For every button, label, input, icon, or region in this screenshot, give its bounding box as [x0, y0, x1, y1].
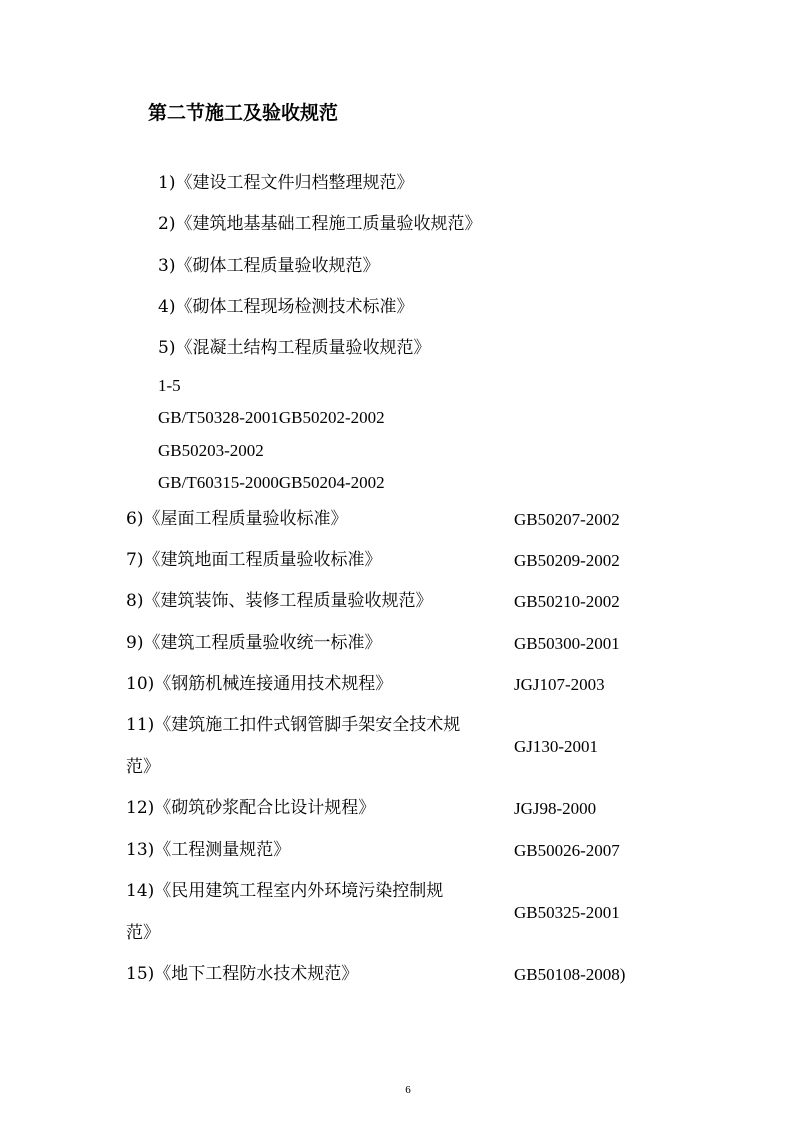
standard-code: GB50207-2002 — [514, 510, 620, 529]
standard-code: JGJ107-2003 — [514, 675, 605, 694]
standard-code: GJ130-2001 — [514, 737, 599, 756]
standard-title: 14)《民用建筑工程室内外环境污染控制规 — [126, 881, 444, 901]
standard-title-continued: 范》 — [126, 923, 160, 943]
standard-title: 7)《建筑地面工程质量验收标准》 — [126, 550, 382, 570]
standard-title: 8)《建筑装饰、装修工程质量验收规范》 — [126, 591, 433, 611]
standard-title: 11)《建筑施工扣件式钢管脚手架安全技术规 — [126, 715, 461, 735]
standard-code: GB50325-2001 — [514, 903, 620, 922]
intro-item: 1)《建设工程文件归档整理规范》 — [158, 173, 414, 193]
standard-title: 6)《屋面工程质量验收标准》 — [126, 509, 348, 529]
codes-line: GB50203-2002 — [158, 441, 264, 460]
intro-item: 2)《建筑地基基础工程施工质量验收规范》 — [158, 214, 482, 234]
codes-line: GB/T60315-2000GB50204-2002 — [158, 473, 385, 492]
standard-code: JGJ98-2000 — [514, 799, 597, 818]
standard-code: GB50300-2001 — [514, 634, 620, 653]
standard-title: 13)《工程测量规范》 — [126, 840, 291, 860]
page-number: 6 — [405, 1084, 411, 1096]
standard-title: 12)《砌筑砂浆配合比设计规程》 — [126, 798, 376, 818]
codes-line: 1-5 — [158, 376, 181, 395]
intro-item: 5)《混凝土结构工程质量验收规范》 — [158, 338, 431, 358]
standard-title-continued: 范》 — [126, 757, 160, 777]
standard-title: 9)《建筑工程质量验收统一标准》 — [126, 633, 382, 653]
standard-code: GB50210-2002 — [514, 592, 620, 611]
standard-code: GB50026-2007 — [514, 841, 620, 860]
intro-item: 3)《砌体工程质量验收规范》 — [158, 256, 380, 276]
section-title: 第二节施工及验收规范 — [148, 102, 339, 124]
standard-code: GB50209-2002 — [514, 551, 620, 570]
standard-code: GB50108-2008) — [514, 965, 626, 984]
standard-title: 15)《地下工程防水技术规范》 — [126, 964, 359, 984]
codes-line: GB/T50328-2001GB50202-2002 — [158, 408, 385, 427]
intro-item: 4)《砌体工程现场检测技术标准》 — [158, 297, 414, 317]
standard-title: 10)《钢筋机械连接通用技术规程》 — [126, 674, 393, 694]
